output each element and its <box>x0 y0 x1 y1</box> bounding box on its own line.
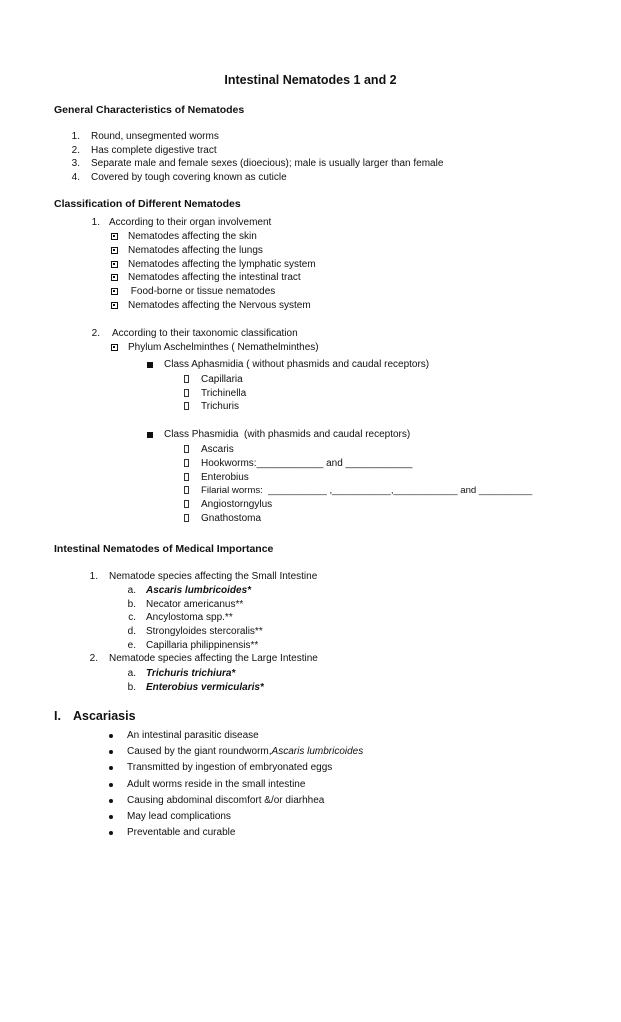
list-item: Strongyloides stercoralis** <box>146 626 263 637</box>
large-intestine-label: Nematode species affecting the Large Intestine <box>109 653 318 664</box>
bullet-icon <box>109 783 113 787</box>
list-item: Ancylostoma spp.** <box>146 612 233 623</box>
square-bullet-icon <box>111 233 118 240</box>
list-number: 2. <box>71 145 80 156</box>
square-bullet-icon <box>111 247 118 254</box>
small-intestine-label: Nematode species affecting the Small Intestine <box>109 571 318 582</box>
missing-glyph-icon <box>184 402 189 410</box>
square-bullet-icon <box>111 302 118 309</box>
list-item: Separate male and female sexes (dioecious); male is usually larger than female <box>91 158 444 169</box>
list-letter: a. <box>127 668 136 679</box>
section-title: Ascariasis <box>73 709 136 723</box>
square-bullet-icon <box>111 261 118 268</box>
list-item: Covered by tough covering known as cuticle <box>91 172 287 183</box>
list-item: Trichuris trichiura* <box>146 668 236 679</box>
missing-glyph-icon <box>184 445 189 453</box>
list-item: Capillaria philippinensis** <box>146 640 259 651</box>
square-bullet-icon <box>111 288 118 295</box>
list-item: Enterobius vermicularis* <box>146 682 264 693</box>
general-heading: General Characteristics of Nematodes <box>54 104 245 116</box>
list-item: Ascaris lumbricoides* <box>146 585 252 596</box>
list-number: 3. <box>71 158 80 169</box>
list-letter: c. <box>128 612 136 623</box>
filled-square-bullet-icon <box>147 362 153 368</box>
missing-glyph-icon <box>184 375 189 383</box>
medical-heading: Intestinal Nematodes of Medical Importance <box>54 543 274 555</box>
taxonomic-label: According to their taxonomic classification <box>112 328 298 339</box>
list-letter: a. <box>127 585 136 596</box>
bullet-icon <box>109 799 113 803</box>
list-letter: d. <box>127 626 136 637</box>
classification-heading: Classification of Different Nematodes <box>54 198 241 210</box>
bullet-icon <box>109 750 113 754</box>
list-number: 1. <box>71 131 80 142</box>
missing-glyph-icon <box>184 514 189 522</box>
list-item: Round, unsegmented worms <box>91 131 219 142</box>
organ-involvement-label: According to their organ involvement <box>109 217 272 228</box>
list-item: Necator americanus** <box>146 599 244 610</box>
list-number: 1. <box>89 571 98 582</box>
document-title: Intestinal Nematodes 1 and 2 <box>224 73 397 87</box>
filled-square-bullet-icon <box>147 432 153 438</box>
list-number: 4. <box>71 172 80 183</box>
list-number: 2. <box>89 653 98 664</box>
missing-glyph-icon <box>184 500 189 508</box>
missing-glyph-icon <box>184 486 189 494</box>
list-number: 2. <box>91 328 100 339</box>
missing-glyph-icon <box>184 459 189 467</box>
bullet-icon <box>109 734 113 738</box>
list-letter: b. <box>127 682 136 693</box>
section-numeral: I. <box>54 709 61 723</box>
bullet-icon <box>109 815 113 819</box>
missing-glyph-icon <box>184 473 189 481</box>
list-letter: b. <box>127 599 136 610</box>
bullet-icon <box>109 831 113 835</box>
list-letter: e. <box>127 640 136 651</box>
square-bullet-icon <box>111 344 118 351</box>
list-number: 1. <box>91 217 100 228</box>
bullet-icon <box>109 766 113 770</box>
missing-glyph-icon <box>184 389 189 397</box>
square-bullet-icon <box>111 274 118 281</box>
document-page: Intestinal Nematodes 1 and 2 General Characteristics of Nematodes 1. Round, unsegmented worms 2. Has complete digestive tract 3. Separate male and female sexes (dioecious); male is usually larger than female 4. Covered by tough covering known as cuticle Classification of Different Nematodes 1. According to their organ involvement Nematodes affecting the skin Nematodes affecting the lungs Nematodes affecting the lymphatic system Nematodes affecting the intestinal tract Food-borne or tissue nematodes Nematodes affecting the Nervous system 2. According to their taxonomic classification Phylum Aschelminthes ( Nemathelminthes) Class Aphasmidia ( without phasmids and caudal receptors) Capillaria Trichinella Trichuris Class Phasmidia (with phasmids and caudal receptors) Ascaris Hookworms:____________ and ____________ Enterobius Filarial worms: ___________ ,___________,____________ and __________ Angiostorngylus Gnathostoma Intestinal Nematodes of Medical Importance 1. Nematode species affecting the Small Intestine a. Ascaris lumbricoides* b. Necator americanus** c. Ancylostoma spp.** d. Strongyloides stercoralis** e. Capillaria philippinensis** 2. Nematode species affecting the Large Intestine a. Trichuris trichiura* b. Enterobius vermicularis* I. Ascariasis An intestinal parasitic disease Caused by the giant roundworm,Ascaris lumbricoides Transmitted by ingestion of embryonated eggs Adult worms reside in the small intestine Causing abdominal discomfort &/or diarhhea May lead complications Preventable and curable <box>0 0 621 1022</box>
list-item: Has complete digestive tract <box>91 145 217 156</box>
